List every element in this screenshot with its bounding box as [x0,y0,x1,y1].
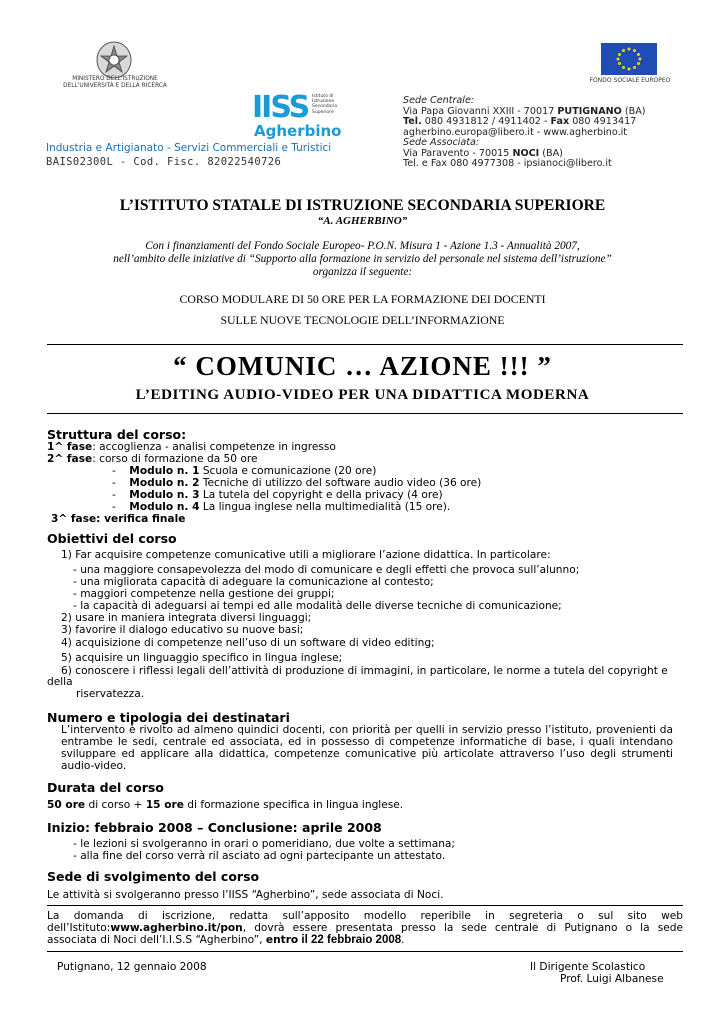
fase-3: 3^ fase: verifica finale [51,513,186,525]
ministry-name [40,76,190,90]
divider-top [47,344,683,345]
course-line-1: CORSO MODULARE DI 50 ORE PER LA FORMAZIONE DEI DOCENTI [179,292,546,306]
fse-label: FONDO SOCIALE EUROPEO [589,77,671,84]
domanda-line-2: dell’Istituto:www.agherbino.it/pon, dovrà essere presentata presso la sede centrale di Putignano o la sede [47,922,683,934]
school-codes: BAIS02300L - Cod. Fisc. 82022540726 [46,156,282,168]
ministry-line-1: MINISTERO DELL'ISTRUZIONE [72,76,158,82]
school-tagline: Industria e Artigianato - Servizi Commerciali e Turistici [46,142,332,154]
sede-centrale-phone: Tel. 080 4931812 / 4911402 - Fax 080 4913417 [403,116,637,127]
destinatari-line-2: entrambe le sedi, centrale ed associata, ed in possesso di competenze informatiche di base, i quali intendano [61,736,673,748]
iiss-logo [246,88,351,144]
sede-text: Le attività si svolgeranno presso l’IISS “Agherbino”, sede associata di Noci. [47,889,444,901]
fase-1: 1^ fase: accoglienza - analisi competenze in ingresso [47,441,336,453]
durata-text: 50 ore di corso + 15 ore di formazione specifica in lingua inglese. [47,799,404,811]
obiettivo-1c: - maggiori competenze nella gestione dei gruppi; [73,588,335,600]
signer-name: Prof. Luigi Albanese [560,973,664,985]
course-line-2: SULLE NUOVE TECNOLOGIE DELL’INFORMAZIONE [220,313,505,327]
place-date: Putignano, 12 gennaio 2008 [57,961,207,973]
website-link[interactable]: www.agherbino.it/pon [110,922,243,934]
iiss-logo-text: IISS [252,90,309,125]
obiettivo-6-end: riservatezza. [76,688,145,700]
destinatari-line-1: L’intervento è rivolto ad almeno quindici docenti, con priorità per quelli in servizio presso l’istituto, provenienti da [61,724,673,736]
module-3: - Modulo n. 3 La tutela del copyright e della privacy (4 ore) [112,489,443,501]
module-1: - Modulo n. 1 Scuola e comunicazione (20 ore) [112,465,377,477]
iiss-logo-name: Agherbino [254,122,342,140]
sede-associata-label: Sede Associata: [403,137,480,148]
module-4: - Modulo n. 4 La lingua inglese nella multimedialità (15 ore). [112,501,451,513]
divider-footer [47,951,683,952]
institute-title: L’ISTITUTO STATALE DI ISTRUZIONE SECONDARIA SUPERIORE [119,197,606,214]
inizio-line-1: - le lezioni si svolgeranno in orari o pomeridiano, due volte a settimana; [73,838,455,850]
banner-title: “ COMUNIC … AZIONE !!! ” [173,351,552,381]
obiettivo-1d: - la capacità di adeguarsi ai tempi ed alle modalità delle diverse tecniche di comunicazione; [73,600,562,612]
struttura-heading: Struttura del corso: [47,427,187,442]
banner-subtitle: L’EDITING AUDIO-VIDEO PER UNA DIDATTICA MODERNA [135,387,590,403]
durata-heading: Durata del corso [47,780,164,795]
intro-text-1: Con i finanziamenti del Fondo Sociale Europeo- P.O.N. Misura 1 - Azione 1.3 - Annualità 2007, [145,240,580,252]
obiettivo-5: 5) acquisire un linguaggio specifico in lingua inglese; [61,652,343,664]
destinatari-line-3: sviluppare ed applicare alla didattica, competenze comunicative più articolate attraverso l’uso degli strumenti [61,748,673,760]
sede-centrale-label: Sede Centrale: [403,95,475,106]
divider-banner [47,413,683,414]
signer-role: Il Dirigente Scolastico [530,961,646,973]
sede-centrale-block [403,96,646,170]
sede-associata-address: Via Paravento - 70015 NOCI (BA) [403,147,563,159]
inizio-heading: Inizio: febbraio 2008 – Conclusione: aprile 2008 [47,820,382,835]
domanda-line-3: associata di Noci dell’I.I.S.S “Agherbino”, entro il 22 febbraio 2008. [47,934,405,946]
intro-text-2: nell’ambito delle iniziative di “Supporto alla formazione in servizio del personale nel sistema dell’istruzione” [113,253,612,265]
intro-text-3: organizza il seguente: [312,266,413,278]
inizio-line-2: - alla fine del corso verrà ril asciato ad ogni partecipante un attestato. [73,850,446,862]
eu-flag [601,43,657,75]
destinatari-heading: Numero e tipologia dei destinatari [47,710,290,725]
obiettivo-1b: - una migliorata capacità di adeguare la comunicazione al contesto; [73,576,434,588]
obiettivi-heading: Obiettivi del corso [47,531,177,546]
obiettivo-3: 3) favorire il dialogo educativo su nuove basi; [61,624,304,636]
sede-centrale-address: Via Papa Giovanni XXIII - 70017 PUTIGNANO (BA) [403,105,646,117]
institute-name: “A. AGHERBINO” [317,215,408,227]
obiettivo-2: 2) usare in maniera integrata diversi linguaggi; [61,612,312,624]
fase-2: 2^ fase: corso di formazione da 50 ore [47,453,258,465]
divider-bottom [47,905,683,906]
obiettivo-1a: - una maggiore consapevolezza del modo di comunicare e degli effetti che provoca sull’alunno; [73,564,580,576]
sede-associata-phone: Tel. e Fax 080 4977308 - ipsianoci@libero.it [403,158,612,169]
sede-heading: Sede di svolgimento del corso [47,869,260,884]
sede-centrale-web: agherbino.europa@libero.it - www.agherbino.it [403,126,628,138]
obiettivo-4: 4) acquisizione di competenze nell’uso di un software di video editing; [61,637,435,649]
iiss-logo-sub: Istituto di Istruzione Secondaria Superiore [312,94,338,115]
domanda-line-1: La domanda di iscrizione, redatta sull’apposito modello reperibile in segreteria o sul sito web [47,910,683,922]
destinatari-line-4: audio-video. [61,760,127,772]
obiettivo-6: 6) conoscere i riflessi legali dell’attività di produzione di immagini, in particolare, le norme a tutela del copyright e [61,665,668,677]
obiettivo-6-cont: della [47,676,73,688]
module-2: - Modulo n. 2 Tecniche di utilizzo del software audio video (36 ore) [112,477,482,489]
ministry-line-2: DELL'UNIVERSITÀ E DELLA RICERCA [63,83,167,89]
obiettivo-1: 1) Far acquisire competenze comunicative utili a migliorare l’azione didattica. In particolare: [61,549,551,561]
